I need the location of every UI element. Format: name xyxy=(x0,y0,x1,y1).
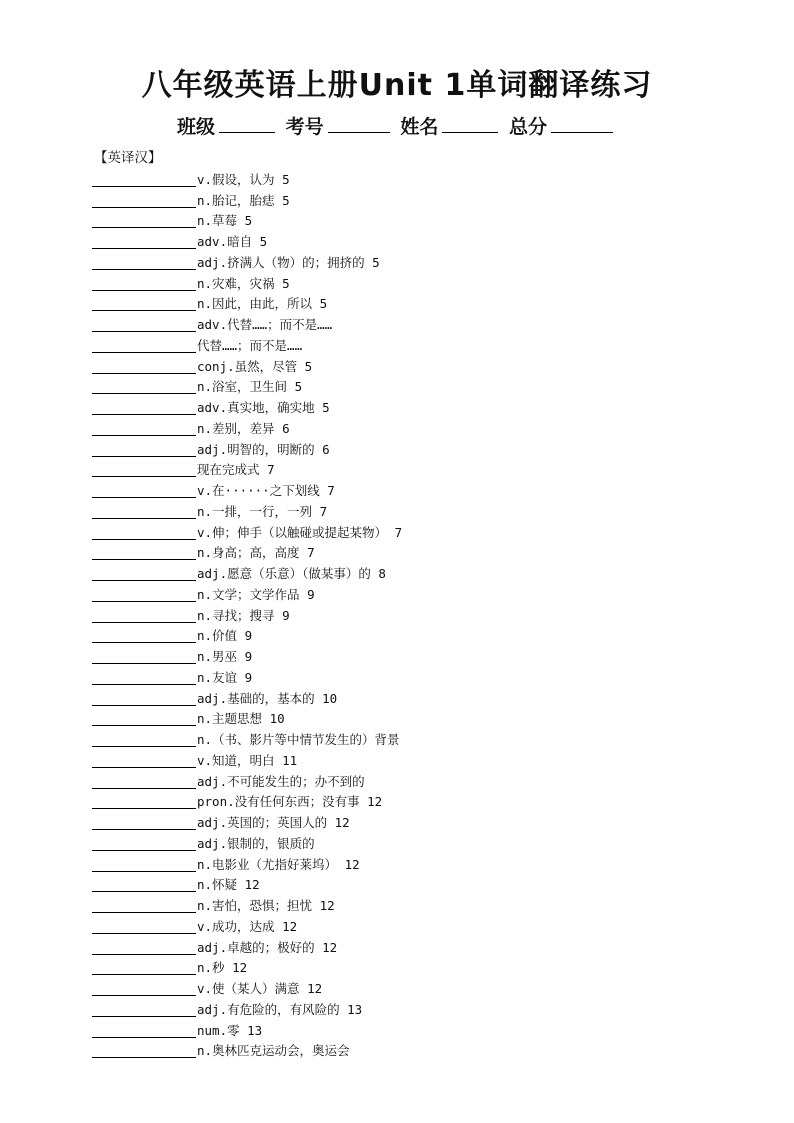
answer-blank[interactable] xyxy=(92,587,196,602)
answer-blank[interactable] xyxy=(92,234,196,249)
field-class-blank[interactable] xyxy=(219,116,275,133)
list-item xyxy=(92,477,772,498)
list-item xyxy=(92,975,772,996)
answer-blank[interactable] xyxy=(92,338,196,353)
list-item xyxy=(92,581,772,602)
answer-blank[interactable] xyxy=(92,421,196,436)
answer-blank[interactable] xyxy=(92,940,196,955)
list-item xyxy=(92,394,772,415)
answer-blank[interactable] xyxy=(92,732,196,747)
field-exam-number-label: 考号 xyxy=(285,116,324,138)
list-item xyxy=(92,643,772,664)
definition-text: adj.有危险的，有风险的 13 xyxy=(197,1001,363,1017)
answer-blank[interactable] xyxy=(92,213,196,228)
definition-text: n.价值 9 xyxy=(197,628,253,644)
definition-text: adj.不可能发生的；办不到的 xyxy=(197,773,365,789)
answer-blank[interactable] xyxy=(92,462,196,477)
list-item xyxy=(92,415,772,436)
definition-text: 代替……；而不是…… xyxy=(197,337,303,353)
definition-text: n.草莓 5 xyxy=(197,213,253,229)
field-name-label: 姓名 xyxy=(400,116,439,138)
answer-blank[interactable] xyxy=(92,545,196,560)
answer-blank[interactable] xyxy=(92,691,196,706)
answer-blank[interactable] xyxy=(92,774,196,789)
answer-blank[interactable] xyxy=(92,255,196,270)
definition-text: v.伸；伸手（以触碰或提起某物） 7 xyxy=(197,524,403,540)
field-class-label: 班级 xyxy=(177,116,216,138)
answer-blank[interactable] xyxy=(92,1043,196,1058)
list-item xyxy=(92,498,772,519)
answer-blank[interactable] xyxy=(92,525,196,540)
definition-text: adj.愿意（乐意）（做某事）的 8 xyxy=(197,566,386,581)
definition-text: n.害怕，恐惧；担忧 12 xyxy=(197,898,335,913)
answer-blank[interactable] xyxy=(92,960,196,975)
answer-blank[interactable] xyxy=(92,296,196,311)
answer-blank[interactable] xyxy=(92,753,196,768)
list-item xyxy=(92,457,772,478)
definition-text: n.主题思想 10 xyxy=(197,711,285,727)
answer-blank[interactable] xyxy=(92,483,196,498)
list-item xyxy=(92,872,772,893)
field-total-score-label: 总分 xyxy=(508,116,547,138)
answer-blank[interactable] xyxy=(92,628,196,643)
answer-blank[interactable] xyxy=(92,794,196,809)
definition-text: n.（书、影片等中情节发生的）背景 xyxy=(197,732,400,747)
list-item xyxy=(92,291,772,312)
answer-blank[interactable] xyxy=(92,836,196,851)
definition-text: conj.虽然，尽管 5 xyxy=(197,358,313,374)
definition-text: v.假设，认为 5 xyxy=(197,171,290,187)
answer-blank[interactable] xyxy=(92,608,196,623)
definition-text: adj.卓越的；极好的 12 xyxy=(197,939,338,955)
definition-text: adj.挤满人（物）的；拥挤的 5 xyxy=(197,254,380,270)
definition-text: n.浴室，卫生间 5 xyxy=(197,379,303,395)
field-exam-number-blank[interactable] xyxy=(328,116,390,133)
list-item xyxy=(92,789,772,810)
answer-blank[interactable] xyxy=(92,1002,196,1017)
field-total-score-blank[interactable] xyxy=(551,116,613,133)
definition-text: n.灾难，灾祸 5 xyxy=(197,275,290,291)
definition-text: n.差别，差异 6 xyxy=(197,420,290,436)
list-item xyxy=(92,602,772,623)
definition-text: num.零 13 xyxy=(197,1022,263,1038)
list-item xyxy=(92,166,772,187)
definition-text: n.文学；文学作品 9 xyxy=(197,586,315,602)
definition-text: 现在完成式 7 xyxy=(197,462,275,478)
answer-blank[interactable] xyxy=(92,172,196,187)
answer-blank[interactable] xyxy=(92,442,196,457)
list-item xyxy=(92,1038,772,1059)
list-item xyxy=(92,1017,772,1038)
answer-blank[interactable] xyxy=(92,877,196,892)
list-item xyxy=(92,249,772,270)
list-item xyxy=(92,540,772,561)
answer-blank[interactable] xyxy=(92,379,196,394)
list-item xyxy=(92,830,772,851)
definition-text: v.在······之下划线 7 xyxy=(197,483,335,498)
page-title: 八年级英语上册Unit 1单词翻译练习 xyxy=(141,68,653,103)
definition-text: adv.暗自 5 xyxy=(197,234,268,249)
answer-blank[interactable] xyxy=(92,504,196,519)
list-item xyxy=(92,726,772,747)
answer-blank[interactable] xyxy=(92,815,196,830)
list-item xyxy=(92,809,772,830)
answer-blank[interactable] xyxy=(92,1023,196,1038)
definition-text: v.成功，达成 12 xyxy=(197,918,298,934)
list-item xyxy=(92,436,772,457)
definition-text: n.男巫 9 xyxy=(197,649,253,664)
vocabulary-list xyxy=(92,166,772,1058)
list-item xyxy=(92,560,772,581)
definition-text: n.身高；高，高度 7 xyxy=(197,545,315,561)
list-item xyxy=(92,519,772,540)
list-item xyxy=(92,768,772,789)
list-item xyxy=(92,934,772,955)
list-item xyxy=(92,623,772,644)
answer-blank[interactable] xyxy=(92,857,196,872)
answer-blank[interactable] xyxy=(92,193,196,208)
list-item xyxy=(92,685,772,706)
answer-blank[interactable] xyxy=(92,276,196,291)
list-item xyxy=(92,187,772,208)
list-item xyxy=(92,332,772,353)
answer-blank[interactable] xyxy=(92,649,196,664)
list-item xyxy=(92,706,772,727)
definition-text: adj.银制的，银质的 xyxy=(197,835,315,851)
definition-text: n.胎记，胎痣 5 xyxy=(197,192,290,208)
definition-text: adv.真实地，确实地 5 xyxy=(197,400,330,415)
definition-text: n.因此，由此，所以 5 xyxy=(197,296,328,312)
definition-text: n.寻找；搜寻 9 xyxy=(197,607,290,623)
definition-text: n.怀疑 12 xyxy=(197,877,260,893)
list-item xyxy=(92,851,772,872)
answer-blank[interactable] xyxy=(92,359,196,374)
answer-blank[interactable] xyxy=(92,981,196,996)
definition-text: adj.明智的，明断的 6 xyxy=(197,441,330,457)
list-item xyxy=(92,270,772,291)
field-name-blank[interactable] xyxy=(442,116,498,133)
list-item xyxy=(92,208,772,229)
section-heading: 【英译汉】 xyxy=(94,150,162,166)
definition-text: v.使（某人）满意 12 xyxy=(197,981,323,996)
answer-blank[interactable] xyxy=(92,670,196,685)
definition-text: adj.英国的；英国人的 12 xyxy=(197,815,350,830)
answer-blank[interactable] xyxy=(92,711,196,726)
definition-text: adv.代替……；而不是…… xyxy=(197,317,333,332)
definition-text: pron.没有任何东西；没有事 12 xyxy=(197,794,383,810)
list-item xyxy=(92,664,772,685)
list-item xyxy=(92,311,772,332)
answer-blank[interactable] xyxy=(92,919,196,934)
list-item xyxy=(92,353,772,374)
list-item xyxy=(92,955,772,976)
definition-text: n.奥林匹克运动会，奥运会 xyxy=(197,1043,350,1059)
answer-blank[interactable] xyxy=(92,898,196,913)
definition-text: n.秒 12 xyxy=(197,960,248,976)
list-item xyxy=(92,892,772,913)
student-info-line xyxy=(0,112,794,139)
definition-text: n.一排，一行，一列 7 xyxy=(197,503,328,519)
definition-text: n.电影业（尤指好莱坞） 12 xyxy=(197,856,360,872)
definition-text: n.友谊 9 xyxy=(197,669,253,685)
answer-blank[interactable] xyxy=(92,566,196,581)
list-item xyxy=(92,228,772,249)
list-item xyxy=(92,913,772,934)
list-item xyxy=(92,996,772,1017)
list-item xyxy=(92,747,772,768)
answer-blank[interactable] xyxy=(92,317,196,332)
definition-text: v.知道，明白 11 xyxy=(197,752,298,768)
answer-blank[interactable] xyxy=(92,400,196,415)
list-item xyxy=(92,374,772,395)
definition-text: adj.基础的，基本的 10 xyxy=(197,690,338,706)
